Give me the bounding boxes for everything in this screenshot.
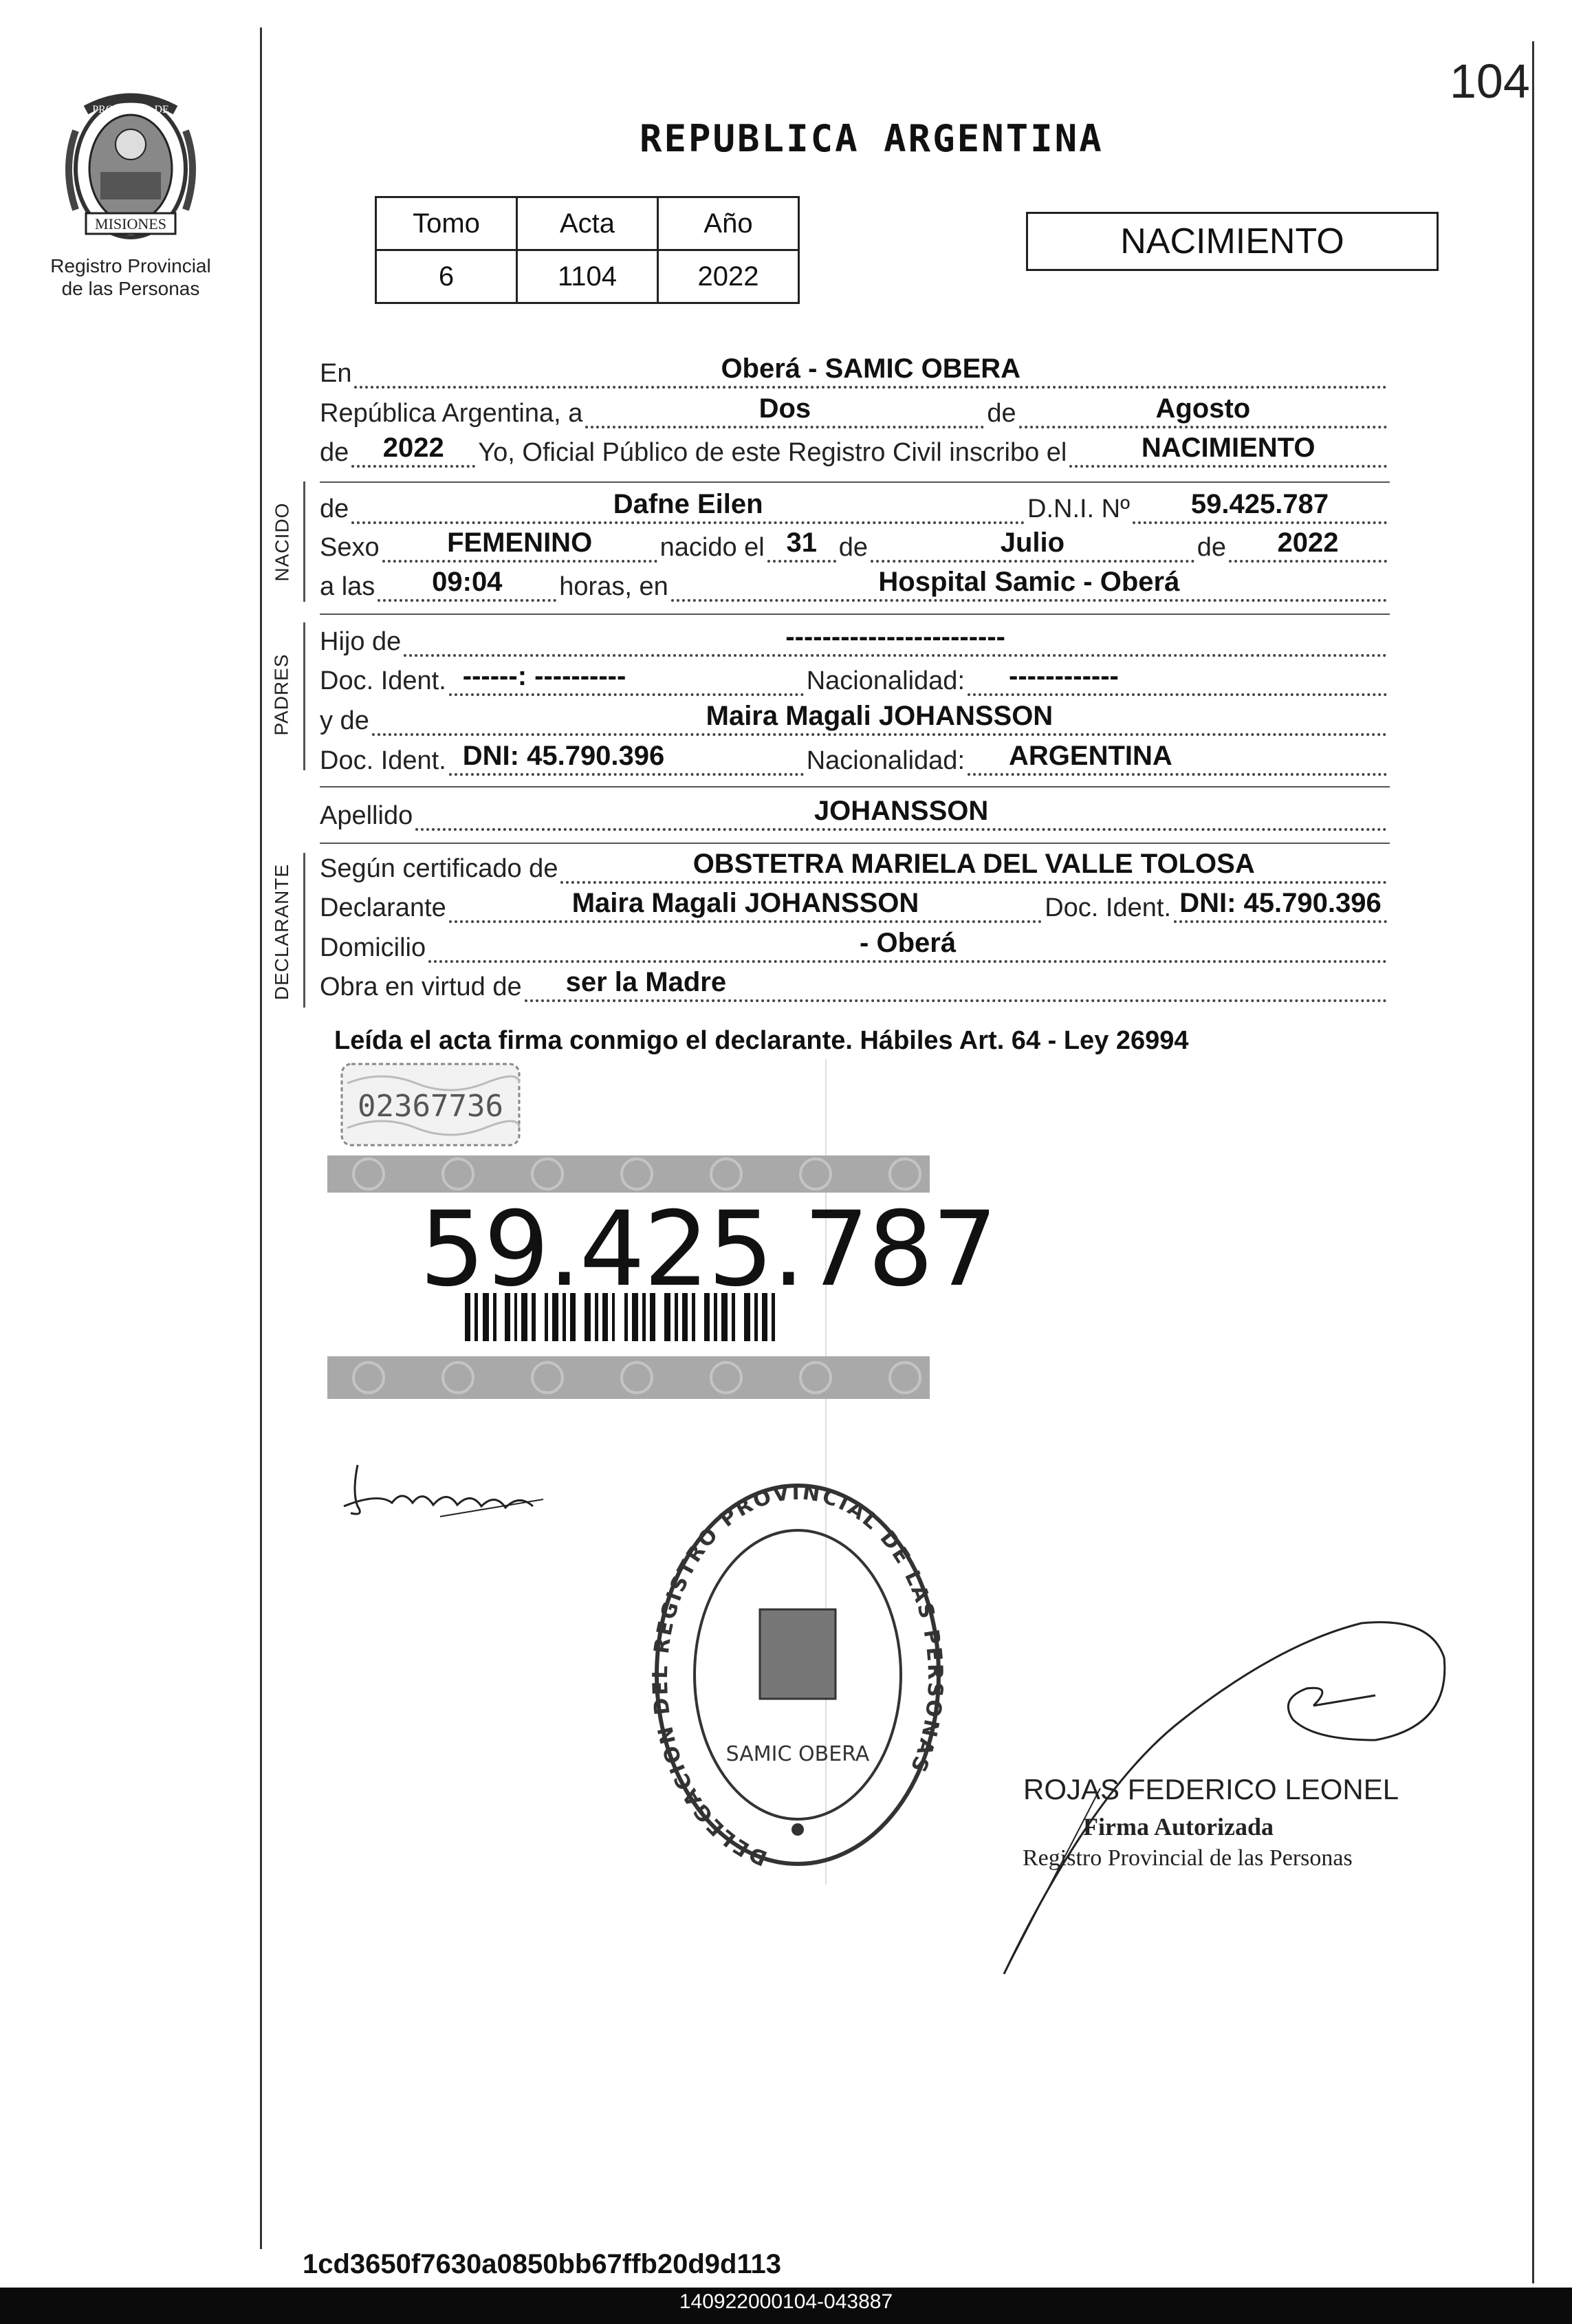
row-domicilio bbox=[320, 928, 1390, 963]
officer-organization: Registro Provincial de las Personas bbox=[1023, 1845, 1353, 1871]
officer-title: Firma Autorizada bbox=[1083, 1813, 1274, 1840]
nacido-el-label: nacido el bbox=[659, 533, 765, 562]
registry-name-label bbox=[28, 254, 234, 300]
declarante-doc-label: Doc. Ident. bbox=[1045, 893, 1171, 922]
month-value: Agosto bbox=[1155, 393, 1251, 424]
birth-place-field bbox=[671, 567, 1387, 602]
row-mother-doc bbox=[320, 741, 1390, 776]
father-nationality-value: ------------ bbox=[1009, 661, 1119, 691]
obra-label: Obra en virtud de bbox=[320, 973, 522, 1001]
domicilio-label: Domicilio bbox=[320, 933, 426, 962]
birth-place-value: Hospital Samic - Oberá bbox=[878, 567, 1180, 597]
sexo-value: FEMENINO bbox=[447, 528, 593, 558]
page-number: 104 bbox=[1450, 54, 1530, 108]
apellido-value: JOHANSSON bbox=[814, 796, 989, 826]
nacido-de-label: de bbox=[320, 495, 349, 523]
birth-day-field bbox=[767, 528, 836, 563]
seal-number-text: 02367736 bbox=[358, 1089, 503, 1124]
header-anio: Año bbox=[658, 197, 799, 250]
father-name-value: ------------------------ bbox=[785, 622, 1005, 652]
place-value: Oberá - SAMIC OBERA bbox=[721, 354, 1021, 384]
legal-text: Leída el acta firma conmigo el declarante. Hábiles Art. 64 - Ley 26994 bbox=[334, 1026, 1189, 1055]
mother-nationality-field bbox=[968, 741, 1387, 776]
mother-name-value: Maira Magali JOHANSSON bbox=[706, 701, 1054, 731]
certificate-field bbox=[560, 849, 1387, 884]
row-declarante bbox=[320, 889, 1390, 923]
day-value: Dos bbox=[758, 393, 811, 424]
registry-table-header-row bbox=[376, 197, 799, 250]
sexo-field bbox=[382, 528, 657, 563]
time-field bbox=[378, 567, 556, 602]
father-nationality-field bbox=[968, 662, 1387, 696]
de-label: de bbox=[987, 399, 1016, 428]
separator-4 bbox=[320, 843, 1390, 844]
father-name-field bbox=[404, 622, 1387, 657]
declarant-signature bbox=[337, 1451, 557, 1534]
header-tomo: Tomo bbox=[376, 197, 517, 250]
birth-month-value: Julio bbox=[1000, 528, 1065, 558]
separator-1 bbox=[320, 481, 1390, 483]
segun-label: Según certificado de bbox=[320, 854, 558, 883]
official-registry-stamp bbox=[646, 1472, 949, 1878]
stamp-inner-text: SAMIC OBERA bbox=[725, 1742, 870, 1766]
province-coat-of-arms-logo bbox=[55, 89, 206, 248]
en-label: En bbox=[320, 359, 352, 388]
place-field bbox=[354, 354, 1387, 389]
apellido-field bbox=[415, 796, 1387, 831]
yo-text: Yo, Oficial Público de este Registro Civil inscribo el bbox=[478, 438, 1067, 467]
birth-de-label-2: de bbox=[1197, 533, 1226, 562]
row-mother bbox=[320, 702, 1390, 736]
certificate-value: OBSTETRA MARIELA DEL VALLE TOLOSA bbox=[692, 849, 1255, 879]
child-dni-value: 59.425.787 bbox=[1190, 489, 1329, 519]
sexo-label: Sexo bbox=[320, 533, 380, 562]
row-obra bbox=[320, 968, 1390, 1002]
father-doc-label: Doc. Ident. bbox=[320, 666, 446, 695]
value-anio: 2022 bbox=[658, 250, 799, 303]
birth-day-value: 31 bbox=[786, 528, 817, 558]
declarante-section-label: DECLARANTE bbox=[271, 863, 293, 1001]
row-date bbox=[320, 394, 1390, 428]
security-seal-number bbox=[340, 1063, 521, 1147]
obra-value: ser la Madre bbox=[565, 967, 727, 997]
y-de-label: y de bbox=[320, 706, 369, 735]
footer-code: 140922000104-043887 bbox=[679, 2290, 893, 2313]
mother-doc-value: DNI: 45.790.396 bbox=[462, 741, 665, 771]
domicilio-field bbox=[428, 928, 1387, 963]
declarante-name-field bbox=[449, 889, 1042, 923]
year-value: 2022 bbox=[382, 433, 444, 463]
row-father bbox=[320, 622, 1390, 657]
separator-3 bbox=[320, 786, 1390, 788]
stamp-ring-text: DELEGACION DEL REGISTRO PROVINCIAL DE LAS PERSONAS bbox=[648, 1480, 948, 1871]
birth-year-field bbox=[1229, 528, 1387, 563]
nacido-section-label: NACIDO bbox=[271, 502, 292, 581]
child-name-field bbox=[351, 490, 1025, 524]
month-field bbox=[1019, 394, 1387, 428]
padres-bracket bbox=[303, 622, 305, 770]
officer-name: ROJAS FEDERICO LEONEL bbox=[1023, 1773, 1399, 1805]
separator-2 bbox=[320, 613, 1390, 615]
nacido-bracket bbox=[303, 481, 305, 602]
registry-name-line2: de las Personas bbox=[61, 278, 200, 299]
event-field bbox=[1069, 433, 1387, 468]
father-doc-field bbox=[449, 662, 804, 696]
row-year bbox=[320, 433, 1390, 468]
mother-doc-label: Doc. Ident. bbox=[320, 746, 446, 775]
declarante-doc-field bbox=[1174, 889, 1387, 923]
row-en bbox=[320, 354, 1390, 389]
left-margin-line bbox=[260, 28, 262, 2249]
horas-label: horas, en bbox=[559, 572, 668, 601]
birth-year-value: 2022 bbox=[1277, 528, 1339, 558]
dni-strip-number: 59.425.787 bbox=[419, 1190, 996, 1310]
registry-table-value-row bbox=[376, 250, 799, 303]
day-field bbox=[585, 394, 984, 428]
de-year-label: de bbox=[320, 438, 349, 467]
apellido-label: Apellido bbox=[320, 801, 413, 830]
obra-field bbox=[525, 968, 1387, 1002]
father-doc-value: ------: ---------- bbox=[462, 661, 626, 691]
country-title: REPUBLICA ARGENTINA bbox=[640, 117, 1104, 160]
declarante-label: Declarante bbox=[320, 893, 446, 922]
mother-doc-field bbox=[449, 741, 804, 776]
header-acta: Acta bbox=[517, 197, 658, 250]
row-nacido-name bbox=[320, 490, 1390, 524]
document-hash: 1cd3650f7630a0850bb67ffb20d9d113 bbox=[303, 2249, 782, 2279]
document-type-box: NACIMIENTO bbox=[1026, 212, 1439, 271]
registry-name-line1: Registro Provincial bbox=[50, 255, 211, 276]
registry-table bbox=[375, 196, 800, 304]
value-acta: 1104 bbox=[517, 250, 658, 303]
mother-nationality-value: ARGENTINA bbox=[1009, 741, 1172, 771]
logo-text-top: PROVINCIA DE bbox=[92, 104, 169, 116]
child-dni-field bbox=[1133, 490, 1387, 524]
event-value: NACIMIENTO bbox=[1141, 433, 1316, 463]
republica-label: República Argentina, a bbox=[320, 399, 583, 428]
year-field bbox=[351, 433, 475, 468]
padres-section-label: PADRES bbox=[271, 653, 293, 736]
a-las-label: a las bbox=[320, 572, 375, 601]
value-tomo: 6 bbox=[376, 250, 517, 303]
birth-de-label: de bbox=[838, 533, 869, 562]
right-margin-line bbox=[1532, 41, 1534, 2283]
child-name-value: Dafne Eilen bbox=[613, 489, 763, 519]
mother-nationality-label: Nacionalidad: bbox=[806, 746, 965, 775]
domicilio-value: - Oberá bbox=[860, 928, 957, 958]
row-certificate bbox=[320, 849, 1390, 884]
declarante-doc-value: DNI: 45.790.396 bbox=[1179, 888, 1382, 918]
row-nacido-time-place bbox=[320, 567, 1390, 602]
declarante-name-value: Maira Magali JOHANSSON bbox=[571, 888, 919, 918]
father-nationality-label: Nacionalidad: bbox=[806, 666, 965, 695]
time-value: 09:04 bbox=[432, 567, 503, 597]
logo-text-bottom: MISIONES bbox=[95, 215, 166, 232]
birth-month-field bbox=[871, 528, 1194, 563]
declarante-bracket bbox=[303, 853, 305, 1008]
row-apellido bbox=[320, 796, 1390, 831]
row-father-doc bbox=[320, 662, 1390, 696]
hijo-de-label: Hijo de bbox=[320, 627, 402, 656]
mother-name-field bbox=[372, 702, 1387, 736]
row-nacido-sex-date bbox=[320, 528, 1390, 563]
dni-label: D.N.I. Nº bbox=[1027, 495, 1130, 523]
